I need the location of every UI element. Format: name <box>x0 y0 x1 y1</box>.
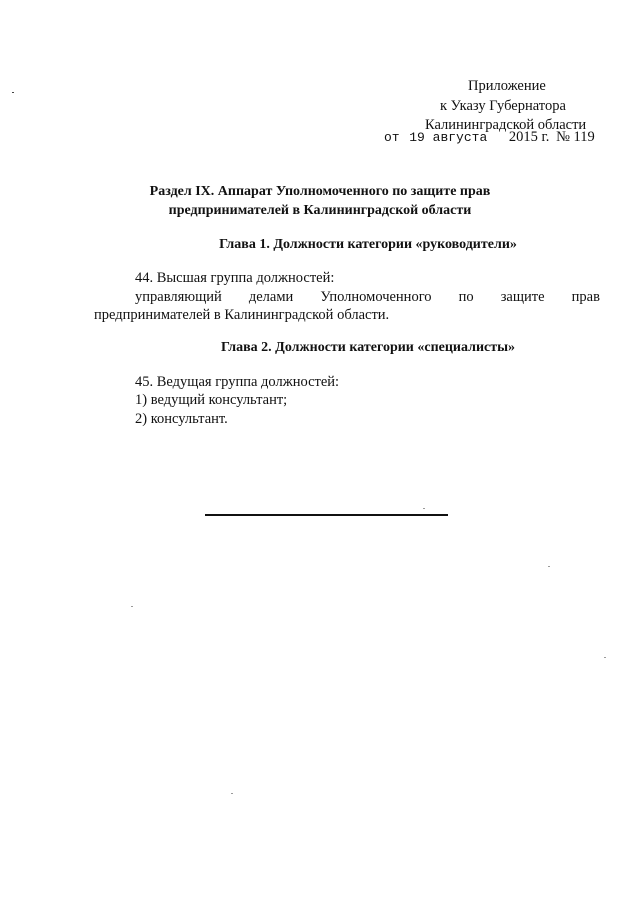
scan-speck <box>423 508 425 509</box>
date-year: 2015 г. <box>508 129 550 145</box>
appendix-date-line <box>384 130 595 145</box>
justified-word: по <box>458 289 474 305</box>
chapter1-justified-line <box>135 290 600 305</box>
chapter2-list-item: 1) ведущий консультант; <box>135 392 288 408</box>
appendix-region: Калининградской области <box>425 117 587 133</box>
decree-number: № 119 <box>556 129 595 145</box>
section-title-line2: предпринимателей в Калининградской области <box>168 203 472 218</box>
section-title-line1: Раздел IX. Аппарат Уполномоченного по защите прав <box>149 184 491 199</box>
justified-word: Уполномоченного <box>320 289 432 305</box>
chapter2-title: Глава 2. Должности категории «специалисты» <box>220 340 516 355</box>
date-day-month: 19 августа <box>409 130 488 145</box>
chapter1-title: Глава 1. Должности категории «руководители» <box>219 237 517 252</box>
chapter2-item-heading: 45. Ведущая группа должностей: <box>135 374 340 390</box>
scan-speck <box>231 793 233 794</box>
scan-speck <box>548 566 550 567</box>
chapter1-continuation: предпринимателей в Калининградской области. <box>94 307 390 323</box>
scan-speck <box>604 657 606 658</box>
scan-speck <box>12 92 14 93</box>
justified-word: прав <box>571 289 600 305</box>
date-prefix: от <box>384 130 400 145</box>
closing-rule <box>205 514 448 516</box>
justified-word: защите <box>500 289 545 305</box>
justified-word: управляющий <box>135 289 222 305</box>
chapter2-list-item: 2) консультант. <box>135 411 228 427</box>
justified-word: делами <box>248 289 294 305</box>
appendix-title: Приложение <box>468 78 546 94</box>
chapter1-item-heading: 44. Высшая группа должностей: <box>135 270 335 286</box>
appendix-decree: к Указу Губернатора <box>440 98 566 114</box>
scan-speck <box>131 606 133 607</box>
